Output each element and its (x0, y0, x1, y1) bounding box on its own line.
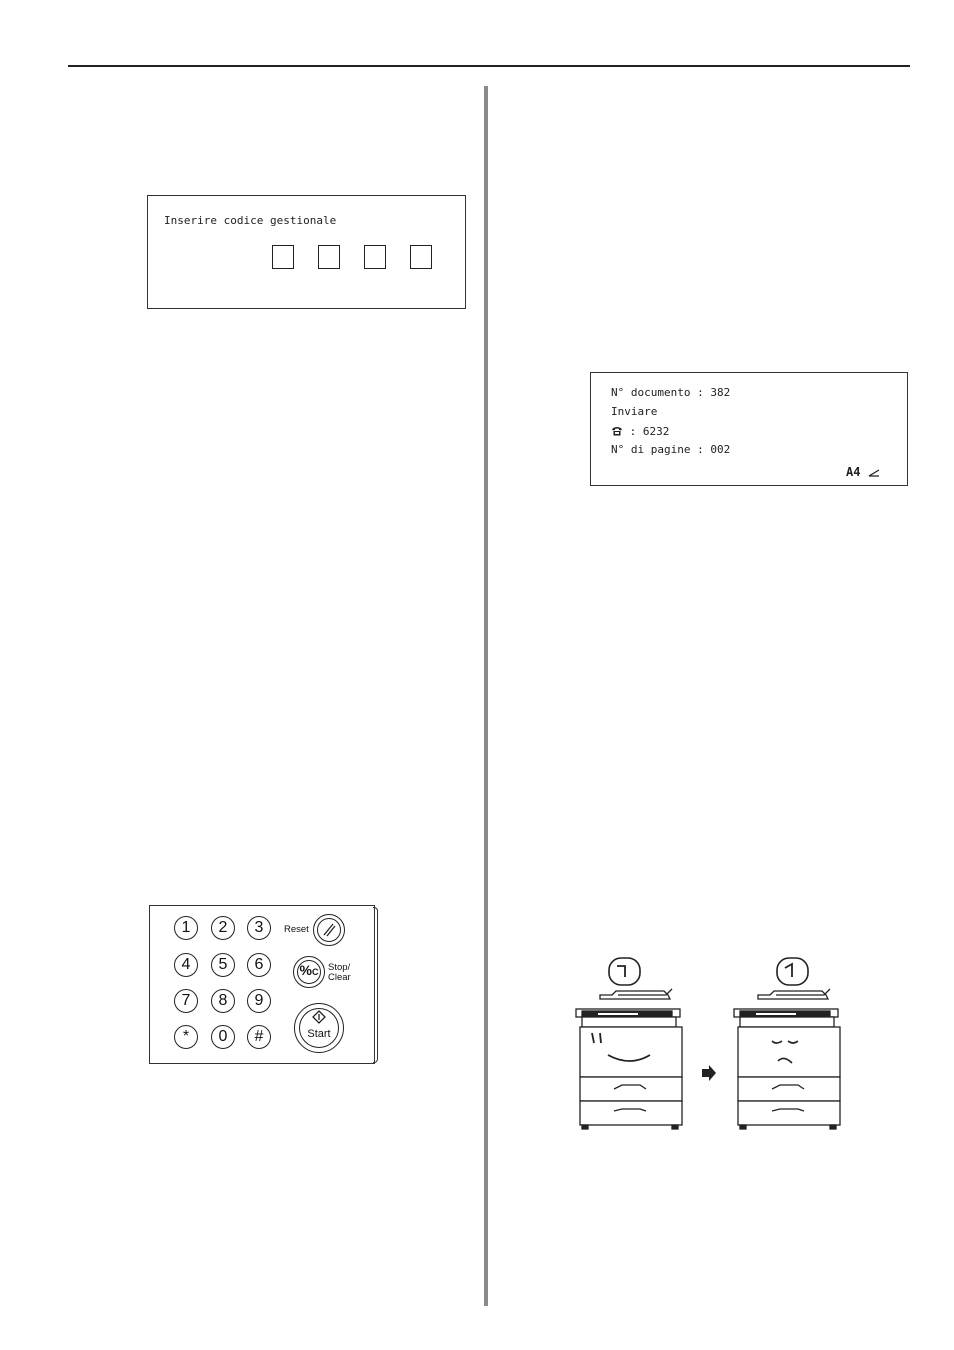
doc-number-value: 382 (710, 386, 731, 399)
paper-size-indicator (846, 465, 880, 479)
phone-separator: : (629, 425, 637, 438)
copier-happy-icon (576, 989, 682, 1129)
key-1[interactable]: 1 (174, 916, 198, 940)
code-digit-box-4 (410, 245, 432, 269)
stop-clear-symbol: %C (299, 962, 319, 978)
pages-value: 002 (710, 443, 731, 456)
paper-landscape-icon (868, 468, 880, 477)
send-status-text: Inviare (611, 405, 658, 418)
start-button[interactable] (294, 1003, 344, 1053)
clock-later-icon (777, 958, 808, 985)
pages-label: N° di pagine : (611, 443, 704, 456)
phone-number: 6232 (642, 425, 670, 438)
column-divider (484, 86, 488, 1306)
send-status-display (590, 372, 908, 486)
key-asterisk[interactable]: * (174, 1025, 198, 1049)
start-label: Start (307, 1028, 331, 1040)
keypad-panel-edge (373, 907, 378, 1063)
reset-label: Reset (284, 924, 309, 935)
doc-number-label: N° documento : (611, 386, 704, 399)
key-9[interactable]: 9 (247, 989, 271, 1013)
key-hash[interactable]: # (247, 1025, 271, 1049)
pages-row (611, 443, 730, 456)
header-rule (68, 65, 910, 67)
key-2[interactable]: 2 (211, 916, 235, 940)
key-0[interactable]: 0 (211, 1025, 235, 1049)
reset-icon (314, 915, 344, 945)
key-5[interactable]: 5 (211, 953, 235, 977)
clock-icon (609, 958, 640, 985)
key-7[interactable]: 7 (174, 989, 198, 1013)
management-code-prompt: Inserire codice gestionale (164, 214, 337, 227)
energy-saver-illustration (572, 955, 844, 1145)
arrow-right-icon (702, 1065, 716, 1081)
key-4[interactable]: 4 (174, 953, 198, 977)
telephone-icon (611, 426, 623, 436)
paper-size-text: A4 (846, 465, 861, 479)
stop-clear-button[interactable] (293, 956, 325, 988)
code-digit-box-3 (364, 245, 386, 269)
management-code-display (147, 195, 466, 309)
code-digit-box-1 (272, 245, 294, 269)
doc-number-row (611, 386, 730, 399)
key-3[interactable]: 3 (247, 916, 271, 940)
code-digit-box-2 (318, 245, 340, 269)
stop-clear-label: Stop/ Clear (328, 962, 351, 983)
key-8[interactable]: 8 (211, 989, 235, 1013)
copier-sleepy-icon (734, 989, 840, 1129)
reset-button[interactable] (313, 914, 345, 946)
key-6[interactable]: 6 (247, 953, 271, 977)
phone-row (611, 425, 669, 438)
